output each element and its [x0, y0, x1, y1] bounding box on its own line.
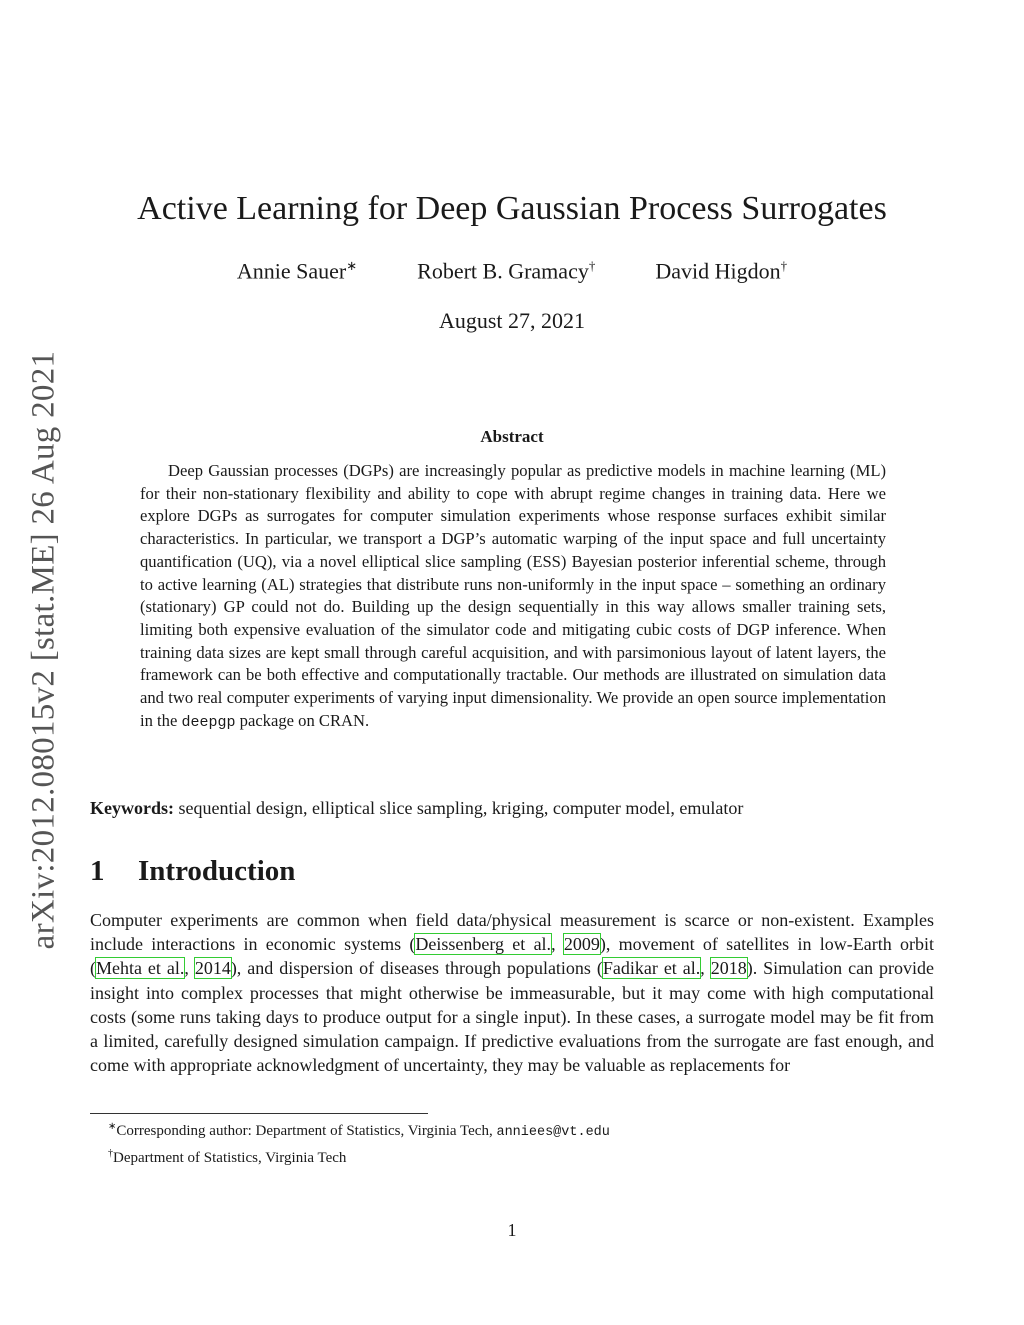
abstract-body: Deep Gaussian processes (DGPs) are increasingly popular as predictive models in machine learning (ML) for their non-stationary flexibility and ability to cope with abrupt regime changes in training data. Here we explore DGPs as surrogates for computer simulation experiments whose response surfaces exhibit similar characteristics. In particular, we transport a DGP’s automatic warping of the input space and full uncertainty quantification (UQ), via a novel elliptical slice sampling (ESS) Bayesian posterior inferential scheme, through to active learning (AL) strategies that distribute runs non-uniformly in the input space – something an ordinary (stationary) GP could not do. Building up the design sequentially in this way allows smaller training sets, limiting both expensive evaluation of the simulator code and mitigating cubic costs of DGP inference. When training data sizes are kept small through careful acquisition, and with parsimonious layout of latent layers, the framework can be both effective and computationally tractable. Our methods are illustrated on simulation data and two real computer experiments of varying input dimensionality. We provide an open source implementation in the deepgp package on CRAN. [140, 461, 886, 731]
paper-title: Active Learning for Deep Gaussian Process Surrogates [137, 190, 887, 227]
intro-paragraph: Computer experiments are common when field data/physical measurement is scarce or non-existent. Examples include interactions in economic systems (Deissenberg et al., 2009), movement of satellites in low-Earth orbit (Mehta et al., 2014), and dispersion of diseases through populations (Fadikar et al., 2018). Simulation can provide insight into complex processes that might otherwise be immeasurable, but it may come with high computational costs (some runs taking days to produce output for a single input). In these cases, a surrogate model may be fit from a limited, carefully designed simulation campaign. If predictive evaluations from the surrogate are fast enough, and come with appropriate acknowledgment of uncertainty, they may be valuable as replacements for [90, 910, 935, 1076]
citation-link[interactable]: 2014 [194, 958, 231, 979]
footnote-rule [90, 1113, 428, 1114]
author: David Higdon† [655, 258, 788, 284]
arxiv-identifier: arXiv:2012.08015v2 [stat.ME] 26 Aug 2021 [25, 350, 62, 950]
citation-link[interactable]: Fadikar et al. [602, 958, 701, 979]
package-name: deepgp [181, 713, 236, 731]
keywords-label: Keywords: [90, 798, 174, 818]
footnote-affiliation: †Department of Statistics, Virginia Tech [108, 1147, 347, 1166]
footnotes [108, 1117, 928, 1168]
section-title: Introduction [138, 855, 296, 887]
citation-link[interactable]: 2009 [563, 934, 600, 955]
page-number: 1 [507, 1220, 517, 1240]
citation-link[interactable]: Mehta et al. [96, 958, 185, 979]
author: Annie Sauer∗ [236, 258, 358, 284]
email-address: anniees@vt.edu [496, 1125, 610, 1140]
citation-link[interactable]: 2018 [710, 958, 747, 979]
author: Robert B. Gramacy† [417, 258, 596, 284]
author-list [0, 258, 1024, 284]
keywords [90, 798, 940, 819]
section-number: 1 [90, 855, 105, 887]
abstract-heading: Abstract [480, 427, 544, 446]
citation-link[interactable]: Deissenberg et al. [415, 934, 552, 955]
keywords-text: sequential design, elliptical slice sampling, kriging, computer model, emulator [178, 798, 744, 818]
section-heading [90, 855, 295, 888]
footnote-corresponding-author: ∗Corresponding author: Department of Statistics, Virginia Tech, anniees@vt.edu [108, 1121, 610, 1140]
publication-date: August 27, 2021 [438, 308, 586, 333]
